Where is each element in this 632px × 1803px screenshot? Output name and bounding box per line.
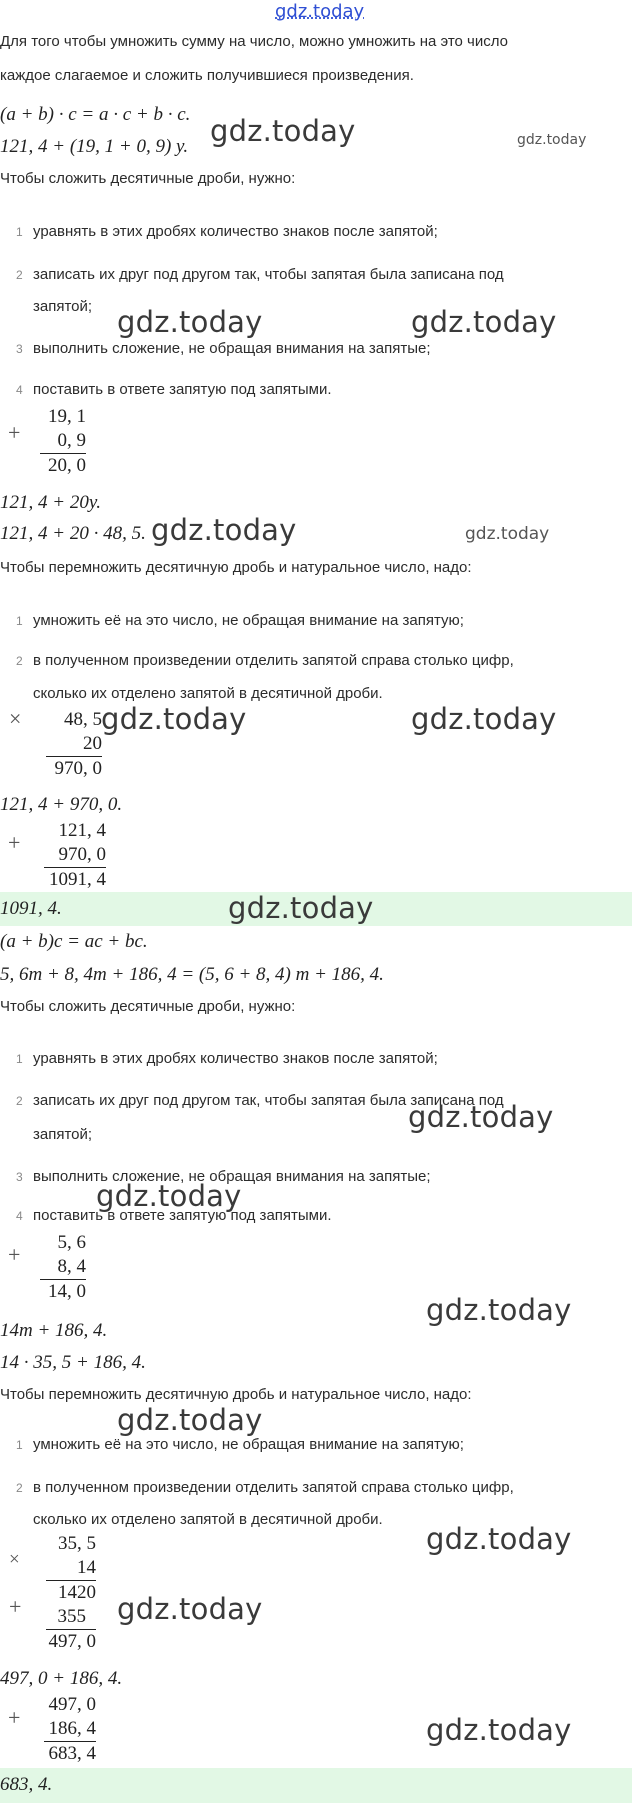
list-number: 2 [16, 1481, 23, 1495]
expression-2-1: 5, 6m + 8, 4m + 186, 4 = (5, 6 + 8, 4) m + 186, 4. [0, 964, 384, 985]
answer-highlight-2 [0, 1768, 632, 1803]
watermark: gdz.today [426, 1713, 572, 1747]
column-multiplication [46, 708, 102, 781]
intro-line-2: каждое слагаемое и сложить получившиеся произведения. [0, 67, 414, 84]
column-addition [44, 819, 106, 892]
watermark: gdz.today [426, 1293, 572, 1327]
intro-line-1: Для того чтобы умножить сумму на число, можно умножить на это число [0, 33, 509, 50]
multiply-operator: × [9, 706, 22, 731]
add-rule-title: Чтобы сложить десятичные дроби, нужно: [0, 170, 296, 187]
addend-2: 0, 9 [57, 430, 86, 451]
list-number: 2 [16, 268, 23, 282]
watermark: gdz.today [117, 1403, 263, 1437]
addend-2: 970, 0 [58, 844, 106, 865]
list-item: умножить её на это число, не обращая внимание на запятую; [33, 1436, 464, 1453]
sum-result: 1091, 4 [44, 867, 106, 892]
watermark: gdz.today [101, 702, 247, 736]
column-multiplication [46, 1532, 96, 1654]
list-item-continued: сколько их отделено запятой в десятичной дроби. [33, 685, 383, 702]
multiplicand: 35, 5 [58, 1533, 96, 1554]
plus-operator: + [8, 420, 21, 445]
addend-2: 8, 4 [57, 1256, 86, 1277]
multiplier: 14 [77, 1557, 96, 1578]
list-item: уравнять в этих дробях количество знаков после запятой; [33, 1050, 438, 1067]
list-item: уравнять в этих дробях количество знаков после запятой; [33, 223, 438, 240]
list-number: 1 [16, 225, 23, 239]
list-item: поставить в ответе запятую под запятыми. [33, 1207, 332, 1224]
plus-operator: + [9, 1594, 22, 1619]
watermark: gdz.today [228, 891, 374, 925]
watermark-small: gdz.today [465, 524, 550, 544]
list-item: в полученном произведении отделить запятой справа столько цифр, [33, 1479, 514, 1496]
expression-3: 121, 4 + 20 · 48, 5. [0, 523, 146, 544]
addend-1: 121, 4 [58, 820, 106, 841]
plus-operator: + [8, 830, 21, 855]
mul-rule-title: Чтобы перемножить десятичную дробь и натуральное число, надо: [0, 1386, 472, 1403]
watermark: gdz.today [411, 305, 557, 339]
list-number: 1 [16, 1052, 23, 1066]
watermark: gdz.today [117, 305, 263, 339]
list-item: записать их друг под другом так, чтобы запятая была записана под [33, 1092, 504, 1109]
column-addition [44, 1693, 96, 1766]
distributive-formula-2: (a + b)c = ac + bc. [0, 931, 148, 952]
list-item-continued: сколько их отделено запятой в десятичной дроби. [33, 1511, 383, 1528]
addend-1: 497, 0 [48, 1694, 96, 1715]
watermark: gdz.today [151, 513, 297, 547]
product-result: 970, 0 [46, 756, 102, 781]
list-item: в полученном произведении отделить запятой справа столько цифр, [33, 652, 514, 669]
sum-result: 20, 0 [40, 453, 86, 478]
watermark-small: gdz.today [517, 132, 587, 148]
multiply-operator: × [9, 1549, 20, 1570]
distributive-formula: (a + b) · c = a · c + b · c. [0, 104, 191, 125]
list-number: 3 [16, 1170, 23, 1184]
plus-operator: + [8, 1242, 21, 1267]
partial-product-1: 1420 [46, 1580, 96, 1605]
list-number: 3 [16, 342, 23, 356]
plus-operator: + [8, 1705, 21, 1730]
watermark: gdz.today [411, 702, 557, 736]
expression-2: 121, 4 + 20y. [0, 492, 101, 513]
watermark: gdz.today [117, 1592, 263, 1626]
partial-product-2: 355 [57, 1606, 86, 1627]
list-item-continued: запятой; [33, 298, 93, 315]
mul-rule-title: Чтобы перемножить десятичную дробь и натуральное число, надо: [0, 559, 472, 576]
list-number: 1 [16, 1438, 23, 1452]
list-number: 1 [16, 614, 23, 628]
expression-2-4: 497, 0 + 186, 4. [0, 1668, 123, 1689]
column-addition [40, 405, 86, 478]
list-number: 2 [16, 654, 23, 668]
sum-result: 683, 4 [44, 1741, 96, 1766]
list-number: 4 [16, 383, 23, 397]
list-item: выполнить сложение, не обращая внимания на запятые; [33, 1168, 431, 1185]
answer-2: 683, 4. [0, 1774, 53, 1795]
top-watermark-link[interactable]: gdz.today [275, 1, 365, 22]
addend-1: 19, 1 [48, 406, 86, 427]
expression-2-2: 14m + 186, 4. [0, 1320, 108, 1341]
answer-1: 1091, 4. [0, 898, 62, 919]
list-item-continued: запятой; [33, 1126, 93, 1143]
expression-4: 121, 4 + 970, 0. [0, 794, 123, 815]
list-number: 2 [16, 1094, 23, 1108]
addend-2: 186, 4 [48, 1718, 96, 1739]
expression-1: 121, 4 + (19, 1 + 0, 9) y. [0, 136, 189, 157]
watermark: gdz.today [408, 1100, 554, 1134]
product-result: 497, 0 [46, 1629, 96, 1654]
multiplicand: 48, 5 [64, 709, 102, 730]
list-item: выполнить сложение, не обращая внимания на запятые; [33, 340, 431, 357]
watermark: gdz.today [210, 114, 356, 148]
add-rule-title: Чтобы сложить десятичные дроби, нужно: [0, 998, 296, 1015]
sum-result: 14, 0 [40, 1279, 86, 1304]
expression-2-3: 14 · 35, 5 + 186, 4. [0, 1352, 146, 1373]
addend-1: 5, 6 [57, 1232, 86, 1253]
list-number: 4 [16, 1209, 23, 1223]
watermark: gdz.today [426, 1522, 572, 1556]
column-addition [40, 1231, 86, 1304]
list-item: умножить её на это число, не обращая внимание на запятую; [33, 612, 464, 629]
list-item: записать их друг под другом так, чтобы запятая была записана под [33, 266, 504, 283]
multiplier: 20 [83, 733, 102, 754]
list-item: поставить в ответе запятую под запятыми. [33, 381, 332, 398]
watermark: gdz.today [96, 1179, 242, 1213]
